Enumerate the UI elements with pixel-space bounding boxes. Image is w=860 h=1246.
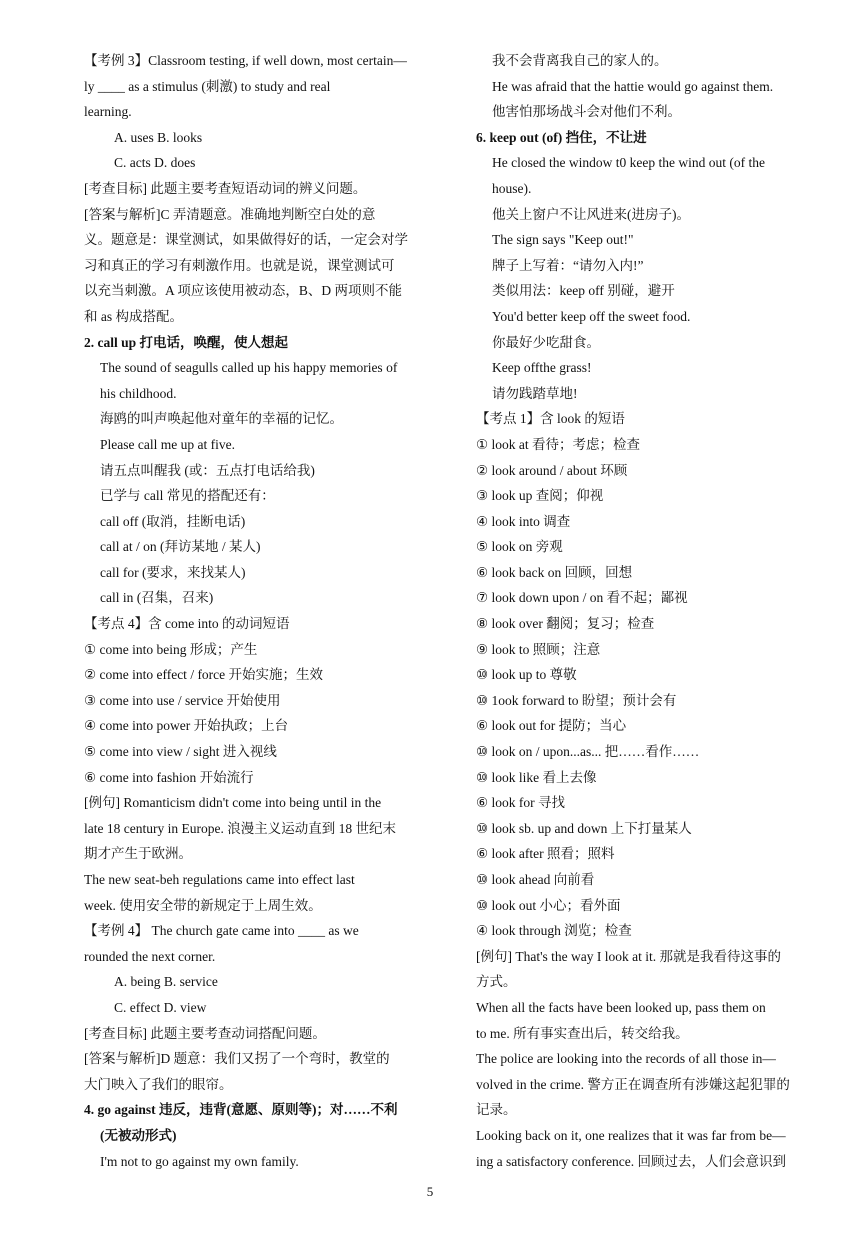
text-line: 4. go against 违反，违背(意愿、原则等)；对……不利: [84, 1102, 398, 1118]
text-line: 已学与 call 常见的搭配还有：: [100, 488, 275, 504]
text-line: 习和真正的学习有刺激作用。也就是说，课堂测试可: [84, 257, 395, 273]
text-line: ④ look into 调查: [476, 513, 571, 529]
text-line: 以充当刺激。A 项应该使用被动态，B、D 两项则不能: [84, 283, 403, 299]
text-line: ⑦ look down upon / on 看不起；鄙视: [476, 590, 688, 606]
left-column: [84, 48, 444, 1174]
text-line: Looking back on it, one realizes that it was far from be—: [476, 1127, 786, 1143]
page-number: 5: [426, 1184, 434, 1199]
text-line: ③ come into use / service 开始使用: [84, 692, 281, 708]
right-column: [476, 48, 828, 1174]
text-line: 你最好少吃甜食。: [492, 334, 600, 350]
text-line: [考查目标] 此题主要考查动词搭配问题。: [84, 1025, 326, 1041]
text-line: 大门映入了我们的眼帘。: [84, 1076, 233, 1092]
text-line: ④ come into power 开始执政；上台: [84, 718, 289, 734]
text-line: learning.: [84, 104, 132, 120]
text-line: The sound of seagulls called up his happy memories of: [100, 360, 398, 376]
text-line: week. 使用安全带的新规定于上周生效。: [84, 897, 322, 913]
text-line: 记录。: [476, 1102, 517, 1118]
text-line: [例句] Romanticism didn't come into being until in the: [84, 795, 382, 811]
text-line: The new seat-beh regulations came into effect last: [84, 872, 355, 887]
text-line: [答案与解析]C 弄清题意。准确地判断空白处的意: [84, 206, 376, 222]
text-line: ⑥ come into fashion 开始流行: [84, 769, 254, 785]
text-line: 【考点 1】含 look 的短语: [476, 411, 625, 427]
text-line: ⑥ look back on 回顾，回想: [476, 564, 633, 580]
text-line: A. being B. service: [114, 974, 218, 990]
text-line: call in (召集，召来): [100, 590, 214, 606]
text-line: ing a satisfactory conference. 回顾过去，人们会意识到: [476, 1153, 787, 1169]
text-line: C. acts D. does: [114, 155, 196, 171]
text-line: A. uses B. looks: [114, 129, 203, 145]
text-line: 【考例 4】 The church gate came into ____ as we: [84, 923, 359, 939]
text-line: C. effect D. view: [114, 999, 207, 1015]
text-line: 他关上窗户不让风进来(进房子)。: [492, 206, 690, 222]
text-line: 2. call up 打电话，唤醒，使人想起: [84, 334, 289, 350]
text-line: 请勿践踏草地!: [492, 385, 578, 401]
text-line: [考查目标] 此题主要考查短语动词的辨义问题。: [84, 180, 367, 196]
text-line: to me. 所有事实查出后，转交给我。: [476, 1025, 689, 1041]
text-line: When all the facts have been looked up, pass them on: [476, 999, 766, 1015]
text-line: ⑩ look ahead 向前看: [476, 872, 595, 887]
text-line: 和 as 构成搭配。: [84, 308, 183, 324]
text-line: rounded the next corner.: [84, 948, 216, 964]
text-line: call for (要求，来找某人): [100, 564, 246, 580]
text-line: ⑧ look over 翻阅；复习；检查: [476, 616, 655, 632]
text-line: The sign says "Keep out!": [492, 232, 634, 248]
text-line: call at / on (拜访某地 / 某人): [100, 539, 261, 555]
text-line: ⑩ look on / upon...as... 把……看作……: [476, 744, 700, 760]
text-line: 牌子上写着：“请勿入内!”: [492, 257, 644, 273]
text-line: ⑤ look on 旁观: [476, 539, 563, 555]
text-line: The police are looking into the records of all those in—: [476, 1051, 776, 1067]
text-line: 类似用法：keep off 别碰，避开: [492, 283, 675, 299]
text-line: ② come into effect / force 开始实施；生效: [84, 667, 324, 683]
text-line: [例句] That's the way I look at it. 那就是我看待这事的: [476, 948, 782, 964]
text-line: ly ____ as a stimulus (刺激) to study and real: [84, 78, 331, 94]
text-line: ⑨ look to 照顾；注意: [476, 641, 601, 657]
text-line: 请五点叫醒我 (或：五点打电话给我): [100, 462, 315, 478]
text-line: volved in the crime. 警方正在调查所有涉嫌这起犯罪的: [476, 1076, 790, 1092]
text-line: ⑥ look after 照看；照料: [476, 846, 615, 862]
text-line: (无被动形式): [100, 1127, 177, 1143]
text-line: ⑩ look out 小心；看外面: [476, 897, 621, 913]
text-line: 【考例 3】Classroom testing, if well down, most certain—: [84, 53, 407, 68]
text-line: ③ look up 查阅；仰视: [476, 488, 604, 504]
text-line: 方式。: [476, 974, 517, 990]
text-line: ④ look through 浏览；检查: [476, 923, 632, 939]
text-line: house).: [492, 180, 532, 196]
text-line: ② look around / about 环顾: [476, 462, 628, 478]
text-line: 义。题意是：课堂测试，如果做得好的话，一定会对学: [84, 232, 408, 248]
text-line: his childhood.: [100, 385, 177, 401]
text-line: ⑥ look for 寻找: [476, 795, 565, 811]
text-line: ⑥ look out for 提防；当心: [476, 718, 627, 734]
text-line: ⑤ come into view / sight 进入视线: [84, 744, 277, 760]
text-line: late 18 century in Europe. 浪漫主义运动直到 18 世纪末: [84, 820, 396, 836]
text-line: He closed the window t0 keep the wind out (of the: [492, 155, 765, 171]
text-line: He was afraid that the hattie would go against them.: [492, 78, 774, 94]
text-line: ⑩ 1ook forward to 盼望；预计会有: [476, 692, 677, 708]
text-line: 6. keep out (of) 挡住，不让进: [476, 129, 647, 145]
text-line: 他害怕那场战斗会对他们不利。: [492, 104, 681, 120]
text-line: 期才产生于欧洲。: [84, 846, 192, 862]
text-line: I'm not to go against my own family.: [100, 1153, 299, 1169]
text-line: ① come into being 形成；产生: [84, 641, 258, 657]
text-line: 【考点 4】含 come into 的动词短语: [84, 616, 290, 632]
text-line: ⑩ look up to 尊敬: [476, 667, 577, 683]
text-line: You'd better keep off the sweet food.: [492, 308, 691, 324]
text-line: Please call me up at five.: [100, 436, 235, 452]
text-line: 海鸥的叫声唤起他对童年的幸福的记忆。: [100, 411, 343, 427]
text-line: Keep offthe grass!: [492, 360, 592, 376]
text-line: call off (取消，挂断电话): [100, 513, 246, 529]
text-line: ① look at 看待；考虑；检查: [476, 436, 640, 452]
text-line: [答案与解析]D 题意：我们又拐了一个弯时，教堂的: [84, 1051, 390, 1067]
text-line: 我不会背离我自己的家人的。: [492, 53, 668, 68]
text-line: ⑩ look like 看上去像: [476, 769, 597, 785]
text-line: ⑩ look sb. up and down 上下打量某人: [476, 820, 692, 836]
